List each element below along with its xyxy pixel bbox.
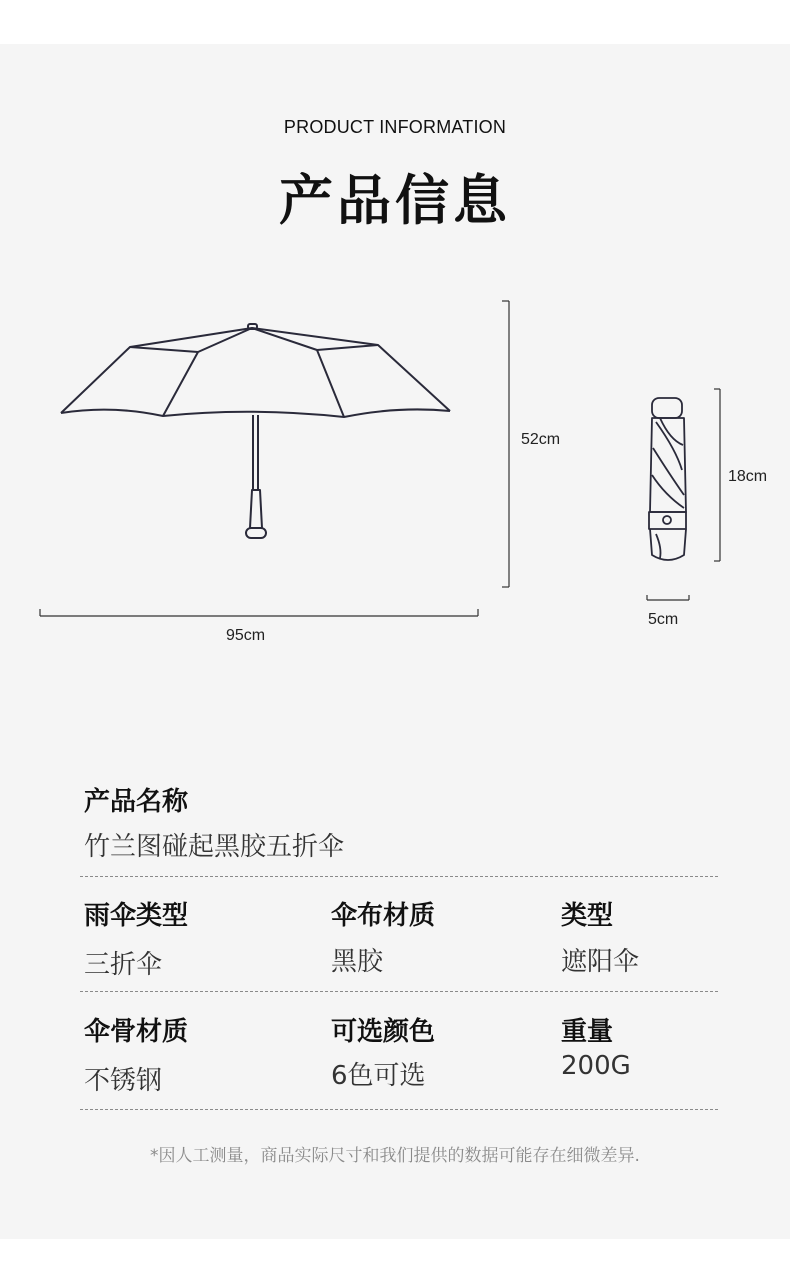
section-title: 产品信息 (279, 169, 511, 232)
spec-label-umbrella-type: 雨伞类型 (84, 901, 189, 931)
product-name-label: 产品名称 (84, 787, 189, 817)
divider (80, 1109, 718, 1110)
spec-value-weight: 200G (561, 1051, 631, 1081)
section-subtitle: PRODUCT INFORMATION (283, 117, 507, 137)
divider (80, 876, 718, 877)
open-umbrella-icon (61, 324, 450, 538)
spec-label-frame: 伞骨材质 (84, 1017, 189, 1047)
product-name-value: 竹兰图碰起黑胶五折伞 (84, 832, 345, 862)
spec-value-umbrella-type: 三折伞 (84, 950, 163, 980)
spec-label-colors: 可选颜色 (331, 1017, 436, 1047)
divider (80, 991, 718, 992)
spec-label-fabric: 伞布材质 (331, 901, 436, 931)
spec-value-colors: 6色可选 (331, 1061, 426, 1091)
spec-value-fabric: 黑胶 (331, 947, 384, 977)
open-height-label: 52cm (521, 431, 561, 448)
folded-width-label: 5cm (648, 611, 679, 628)
measurement-footnote: *因人工测量，商品实际尺寸和我们提供的数据可能存在细微差异. (150, 1146, 640, 1166)
spec-label-weight: 重量 (561, 1017, 614, 1047)
spec-label-type: 类型 (561, 901, 614, 931)
folded-length-label: 18cm (728, 468, 768, 485)
spec-value-frame: 不锈钢 (84, 1066, 163, 1096)
folded-umbrella-icon (649, 398, 686, 560)
open-width-label: 95cm (226, 627, 266, 644)
spec-value-type: 遮阳伞 (561, 947, 640, 977)
